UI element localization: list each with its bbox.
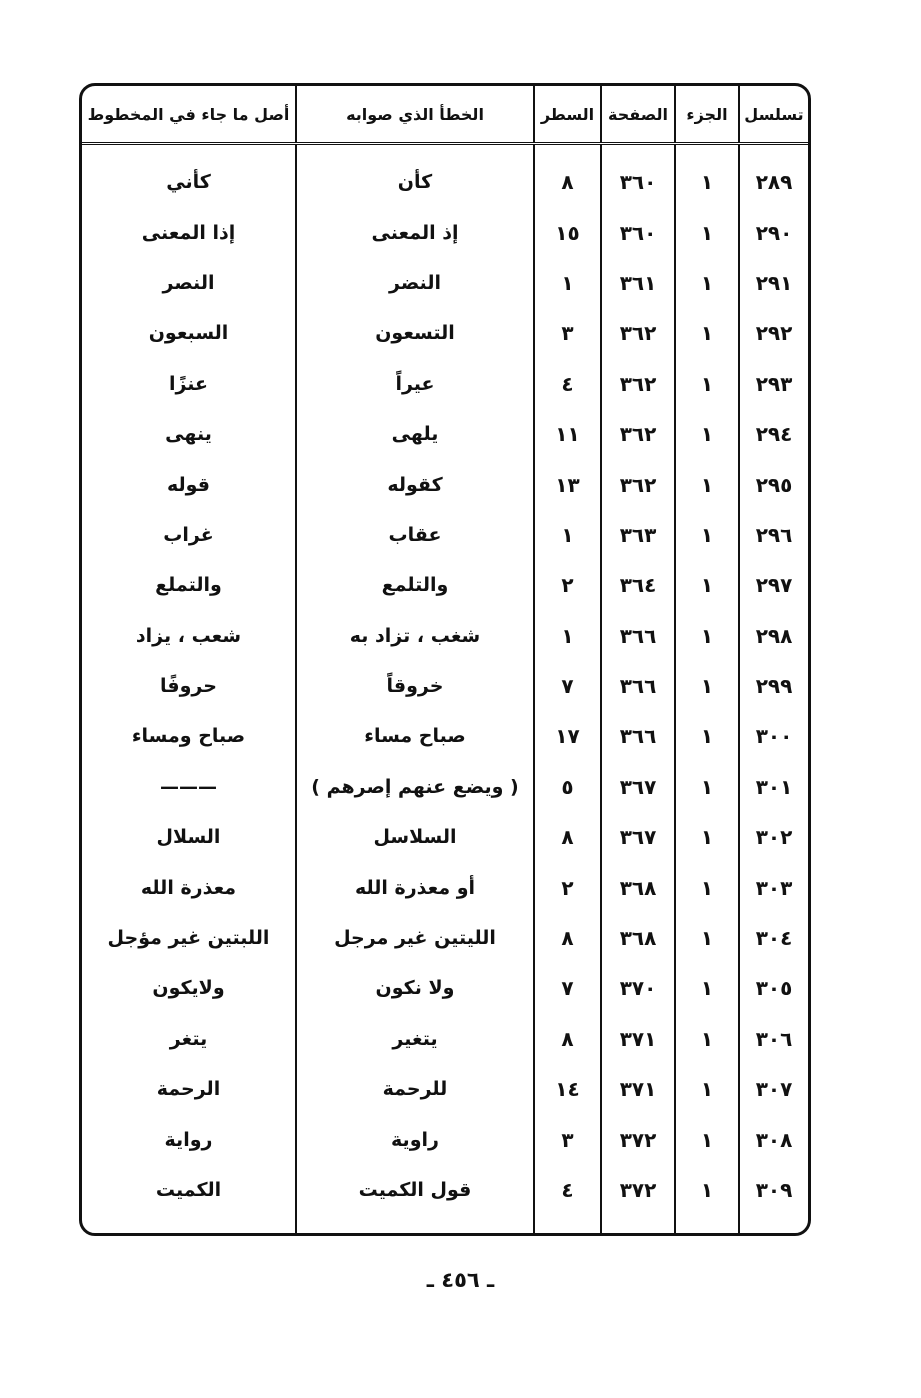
cell-serial: ٢٩٥ bbox=[739, 459, 808, 509]
cell-part: ١ bbox=[675, 560, 739, 610]
table-row bbox=[82, 409, 808, 459]
cell-page: ٣٧٢ bbox=[601, 1114, 675, 1164]
cell-serial: ٣٠٢ bbox=[739, 812, 808, 862]
cell-error: أو معذرة الله bbox=[296, 862, 534, 912]
table-row bbox=[82, 1114, 808, 1164]
page-number: ـ ٤٥٦ ـ bbox=[426, 1268, 495, 1292]
table-row bbox=[82, 862, 808, 912]
cell-error: للرحمة bbox=[296, 1064, 534, 1114]
cell-part: ١ bbox=[675, 611, 739, 661]
cell-line: ٧ bbox=[534, 963, 601, 1013]
errata-table bbox=[82, 86, 808, 1236]
cell-part: ١ bbox=[675, 711, 739, 761]
cell-part: ١ bbox=[675, 510, 739, 560]
cell-page: ٣٧٠ bbox=[601, 963, 675, 1013]
cell-page: ٣٦٧ bbox=[601, 812, 675, 862]
header-page: الصفحة bbox=[601, 86, 675, 144]
cell-part: ١ bbox=[675, 258, 739, 308]
cell-line: ٧ bbox=[534, 661, 601, 711]
cell-original: السبعون bbox=[148, 322, 229, 345]
table-row bbox=[82, 661, 808, 711]
header-line: السطر bbox=[534, 86, 601, 144]
cell-line: ٣ bbox=[534, 1114, 601, 1164]
cell-original: رواية bbox=[164, 1128, 213, 1151]
cell-serial: ٣٠٨ bbox=[739, 1114, 808, 1164]
cell-part: ١ bbox=[675, 812, 739, 862]
cell-page: ٣٦٧ bbox=[601, 762, 675, 812]
cell-page: ٣٦٦ bbox=[601, 711, 675, 761]
cell-original: غراب bbox=[163, 523, 214, 546]
cell-original: اللبتين غير مؤجل bbox=[107, 927, 270, 950]
cell-error: عيراً bbox=[296, 359, 534, 409]
table-filler-row bbox=[82, 1215, 808, 1236]
cell-error: كقوله bbox=[296, 459, 534, 509]
cell-original: شعب ، يزاد bbox=[135, 624, 242, 647]
cell-line: ٨ bbox=[534, 812, 601, 862]
cell-page: ٣٦٤ bbox=[601, 560, 675, 610]
cell-error: صباح مساء bbox=[296, 711, 534, 761]
cell-part: ١ bbox=[675, 308, 739, 358]
cell-serial: ٢٩٨ bbox=[739, 611, 808, 661]
cell-part: ١ bbox=[675, 1114, 739, 1164]
cell-page: ٣٦٢ bbox=[601, 359, 675, 409]
cell-original: كأني bbox=[166, 171, 211, 194]
cell-line: ٨ bbox=[534, 913, 601, 963]
table-row bbox=[82, 459, 808, 509]
cell-page: ٣٦٣ bbox=[601, 510, 675, 560]
errata-table-frame bbox=[79, 83, 811, 1236]
table-row bbox=[82, 1165, 808, 1215]
table-row bbox=[82, 963, 808, 1013]
cell-line: ٣ bbox=[534, 308, 601, 358]
cell-serial: ٢٩٢ bbox=[739, 308, 808, 358]
cell-original: حروفًا bbox=[160, 675, 217, 698]
cell-serial: ٣٠١ bbox=[739, 762, 808, 812]
table-row bbox=[82, 1064, 808, 1114]
cell-original: عنزًا bbox=[168, 372, 209, 395]
cell-line: ١ bbox=[534, 258, 601, 308]
cell-original: صباح ومساء bbox=[131, 725, 246, 748]
cell-line: ٤ bbox=[534, 1165, 601, 1215]
header-part: الجزء bbox=[675, 86, 739, 144]
cell-serial: ٢٩١ bbox=[739, 258, 808, 308]
filler-cell bbox=[675, 1215, 739, 1236]
cell-error: يتغير bbox=[296, 1014, 534, 1064]
cell-page: ٣٦٢ bbox=[601, 409, 675, 459]
filler-cell bbox=[534, 1215, 601, 1236]
cell-serial: ٢٩٠ bbox=[739, 207, 808, 257]
cell-error: راوية bbox=[296, 1114, 534, 1164]
cell-part: ١ bbox=[675, 913, 739, 963]
cell-serial: ٣٠٧ bbox=[739, 1064, 808, 1114]
cell-serial: ٢٨٩ bbox=[739, 144, 808, 208]
cell-line: ٨ bbox=[534, 144, 601, 208]
cell-serial: ٢٩٦ bbox=[739, 510, 808, 560]
cell-page: ٣٦١ bbox=[601, 258, 675, 308]
table-row bbox=[82, 207, 808, 257]
cell-original: السلال bbox=[156, 826, 221, 849]
cell-serial: ٣٠٠ bbox=[739, 711, 808, 761]
cell-line: ١ bbox=[534, 611, 601, 661]
cell-page: ٣٦٠ bbox=[601, 144, 675, 208]
cell-part: ١ bbox=[675, 1165, 739, 1215]
cell-original: الرحمة bbox=[156, 1078, 221, 1101]
cell-serial: ٢٩٣ bbox=[739, 359, 808, 409]
cell-line: ٨ bbox=[534, 1014, 601, 1064]
cell-original: والتملع bbox=[155, 574, 222, 597]
cell-part: ١ bbox=[675, 1014, 739, 1064]
cell-original: النصر bbox=[162, 271, 215, 294]
cell-page: ٣٦٦ bbox=[601, 661, 675, 711]
filler-cell bbox=[296, 1215, 534, 1236]
cell-error: والتلمع bbox=[296, 560, 534, 610]
table-row bbox=[82, 510, 808, 560]
cell-page: ٣٦٦ bbox=[601, 611, 675, 661]
cell-page: ٣٧١ bbox=[601, 1064, 675, 1114]
cell-error: إذ المعنى bbox=[296, 207, 534, 257]
cell-part: ١ bbox=[675, 207, 739, 257]
table-row bbox=[82, 1014, 808, 1064]
cell-original: يتغر bbox=[169, 1027, 208, 1050]
cell-line: ١٥ bbox=[534, 207, 601, 257]
table-row bbox=[82, 711, 808, 761]
cell-part: ١ bbox=[675, 862, 739, 912]
cell-part: ١ bbox=[675, 359, 739, 409]
cell-serial: ٣٠٣ bbox=[739, 862, 808, 912]
cell-error: كأن bbox=[296, 144, 534, 208]
cell-line: ٤ bbox=[534, 359, 601, 409]
table-header-row bbox=[82, 86, 808, 144]
cell-serial: ٢٩٩ bbox=[739, 661, 808, 711]
cell-error: قول الكميت bbox=[296, 1165, 534, 1215]
header-original: أصل ما جاء في المخطوط bbox=[82, 86, 296, 144]
table-row bbox=[82, 359, 808, 409]
header-error: الخطأ الذي صوابه bbox=[296, 86, 534, 144]
cell-page: ٣٧١ bbox=[601, 1014, 675, 1064]
cell-serial: ٣٠٤ bbox=[739, 913, 808, 963]
cell-error: التسعون bbox=[296, 308, 534, 358]
table-row bbox=[82, 308, 808, 358]
cell-page: ٣٦٨ bbox=[601, 913, 675, 963]
filler-cell bbox=[82, 1215, 296, 1236]
cell-part: ١ bbox=[675, 963, 739, 1013]
cell-page: ٣٦٠ bbox=[601, 207, 675, 257]
cell-original: معذرة الله bbox=[140, 876, 237, 899]
table-row bbox=[82, 812, 808, 862]
cell-error: النضر bbox=[296, 258, 534, 308]
table-body bbox=[82, 144, 808, 1237]
cell-line: ١٤ bbox=[534, 1064, 601, 1114]
cell-original: ——— bbox=[160, 775, 217, 798]
cell-error: السلاسل bbox=[296, 812, 534, 862]
cell-error: عقاب bbox=[296, 510, 534, 560]
cell-line: ٢ bbox=[534, 560, 601, 610]
table-row bbox=[82, 611, 808, 661]
cell-error: ولا نكون bbox=[296, 963, 534, 1013]
filler-cell bbox=[739, 1215, 808, 1236]
cell-page: ٣٦٢ bbox=[601, 308, 675, 358]
table-row bbox=[82, 144, 808, 208]
cell-page: ٣٦٨ bbox=[601, 862, 675, 912]
cell-line: ٥ bbox=[534, 762, 601, 812]
cell-serial: ٣٠٩ bbox=[739, 1165, 808, 1215]
cell-error: يلهى bbox=[296, 409, 534, 459]
cell-part: ١ bbox=[675, 762, 739, 812]
cell-error: ( ويضع عنهم إصرهم ) bbox=[296, 762, 534, 812]
cell-serial: ٢٩٧ bbox=[739, 560, 808, 610]
table-row bbox=[82, 258, 808, 308]
header-serial: تسلسل bbox=[739, 86, 808, 144]
cell-line: ١٣ bbox=[534, 459, 601, 509]
cell-part: ١ bbox=[675, 144, 739, 208]
cell-part: ١ bbox=[675, 661, 739, 711]
cell-part: ١ bbox=[675, 1064, 739, 1114]
cell-error: خروقاً bbox=[296, 661, 534, 711]
cell-serial: ٣٠٦ bbox=[739, 1014, 808, 1064]
cell-serial: ٣٠٥ bbox=[739, 963, 808, 1013]
cell-original: قوله bbox=[166, 473, 210, 496]
cell-page: ٣٧٢ bbox=[601, 1165, 675, 1215]
cell-original: إذا المعنى bbox=[141, 221, 236, 244]
table-row bbox=[82, 913, 808, 963]
cell-part: ١ bbox=[675, 459, 739, 509]
cell-line: ١ bbox=[534, 510, 601, 560]
filler-cell bbox=[601, 1215, 675, 1236]
cell-error: شغب ، تزاد به bbox=[296, 611, 534, 661]
cell-line: ٢ bbox=[534, 862, 601, 912]
cell-original: الكميت bbox=[155, 1179, 222, 1201]
cell-page: ٣٦٢ bbox=[601, 459, 675, 509]
cell-line: ١١ bbox=[534, 409, 601, 459]
cell-error: الليتين غير مرجل bbox=[296, 913, 534, 963]
cell-original: ولايكون bbox=[152, 977, 225, 1000]
table-row bbox=[82, 762, 808, 812]
table-row bbox=[82, 560, 808, 610]
cell-original: ينهى bbox=[165, 423, 212, 446]
cell-line: ١٧ bbox=[534, 711, 601, 761]
cell-part: ١ bbox=[675, 409, 739, 459]
cell-serial: ٢٩٤ bbox=[739, 409, 808, 459]
